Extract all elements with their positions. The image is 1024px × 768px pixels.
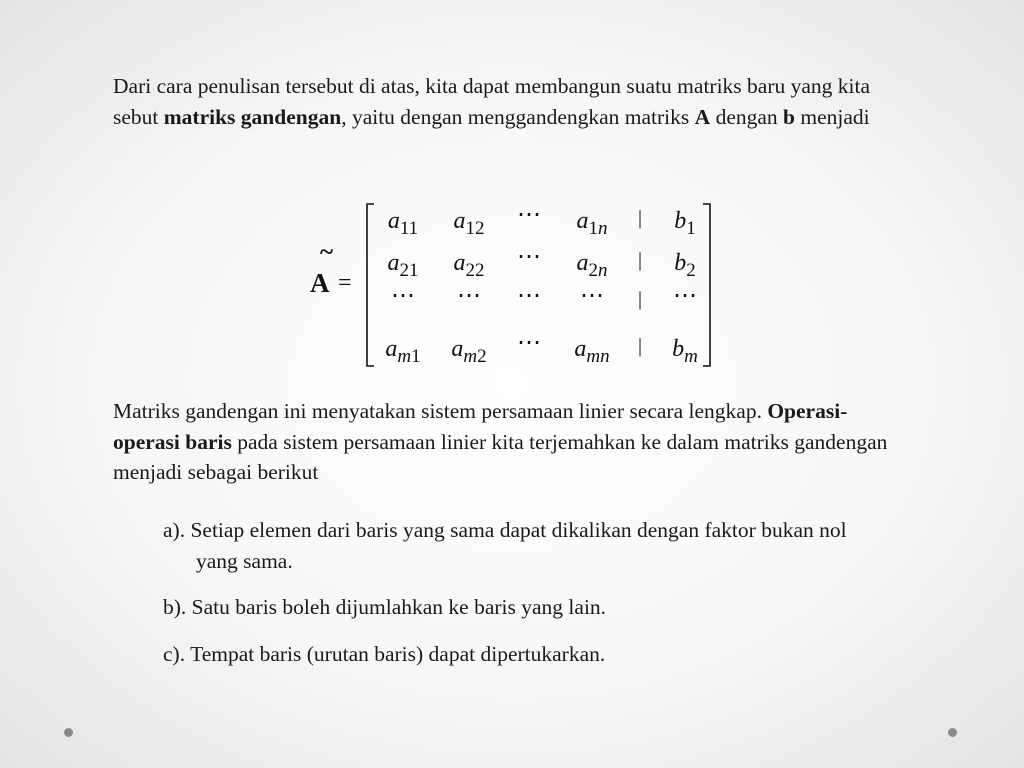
matrix-cell-r4-c5: $b_m$	[672, 336, 698, 367]
augment-separator-r1: |	[637, 207, 643, 229]
matrix-cell-r3-c3: ⋯	[517, 283, 541, 309]
matrix-cell-r4-c3: ⋯	[517, 330, 541, 356]
right-bracket	[703, 204, 710, 366]
matrix-cell-r2-c5: $b_2$	[674, 250, 696, 281]
equals-sign: =	[338, 270, 352, 296]
list-item-b: b). Satu baris boleh dijumlahkan ke baris yang lain.	[163, 595, 607, 619]
intro-paragraph	[113, 71, 893, 132]
matrix-cell-r1-c4: $a_{1n}$	[576, 208, 608, 239]
matrix-cell-r2-c2: $a_{22}$	[453, 250, 485, 281]
intro-term-matriks-gandengan: matriks gandengan	[163, 104, 342, 129]
augment-separator-r3: |	[637, 288, 643, 310]
intro-text-3: dengan	[710, 104, 784, 129]
matrix-cell-r1-c3: ⋯	[517, 202, 541, 228]
bottom-left-dot-icon	[64, 728, 73, 737]
matrix-lhs-A: A	[310, 268, 330, 298]
matrix-cell-r3-c1: ⋯	[391, 283, 415, 309]
list-item-a: a). Setiap elemen dari baris yang sama dapat dikalikan dengan faktor bukan nol yang sama.	[163, 518, 847, 573]
tilde-accent: ~	[320, 239, 334, 266]
second-paragraph	[113, 396, 893, 488]
matrix-cell-r3-c4: ⋯	[580, 283, 604, 309]
list-item-c: c). Tempat baris (urutan baris) dapat dipertukarkan.	[163, 641, 606, 666]
intro-symbol-A: A	[694, 104, 711, 129]
matrix-cell-r2-c4: $a_{2n}$	[576, 250, 608, 281]
second-text-2: pada sistem persamaan linier kita terjemahkan ke dalam matriks gandengan menjadi sebagai berikut	[113, 429, 888, 484]
augment-separator-r4: |	[637, 335, 643, 357]
second-text-1: Matriks gandengan ini menyatakan sistem persamaan linier secara lengkap.	[113, 399, 768, 423]
augment-separator-r2: |	[637, 249, 643, 271]
second-term-operasi-baris: Operasi-operasi baris	[113, 399, 848, 454]
matrix-cell-r1-c2: $a_{12}$	[453, 208, 485, 239]
matrix-cell-r3-c5: ⋯	[673, 283, 697, 309]
intro-text-2: , yaitu dengan menggandengkan matriks	[341, 104, 695, 129]
augmented-matrix-svg	[305, 198, 725, 370]
matrix-cell-r1-c1: $a_{11}$	[387, 208, 419, 239]
matrix-cell-r2-c1: $a_{21}$	[387, 250, 419, 281]
left-bracket	[367, 204, 374, 366]
intro-symbol-b: b	[783, 104, 795, 129]
intro-text-4: menjadi	[795, 104, 870, 129]
matrix-cell-r2-c3: ⋯	[517, 244, 541, 270]
matrix-cells	[385, 202, 697, 367]
matrix-cell-r4-c1: $a_{m1}$	[385, 336, 421, 367]
matrix-cell-r4-c4: $a_{mn}$	[574, 336, 610, 367]
matrix-cell-r4-c2: $a_{m2}$	[451, 336, 487, 367]
matrix-cell-r1-c5: $b_1$	[674, 208, 696, 239]
augmented-matrix-formula	[305, 198, 725, 370]
bottom-right-dot-icon	[948, 728, 957, 737]
intro-text-1: Dari cara penulisan tersebut di atas, kita dapat membangun suatu matriks baru yang kita sebut	[113, 74, 871, 129]
row-operations-list	[163, 515, 893, 685]
matrix-cell-r3-c2: ⋯	[457, 283, 481, 309]
